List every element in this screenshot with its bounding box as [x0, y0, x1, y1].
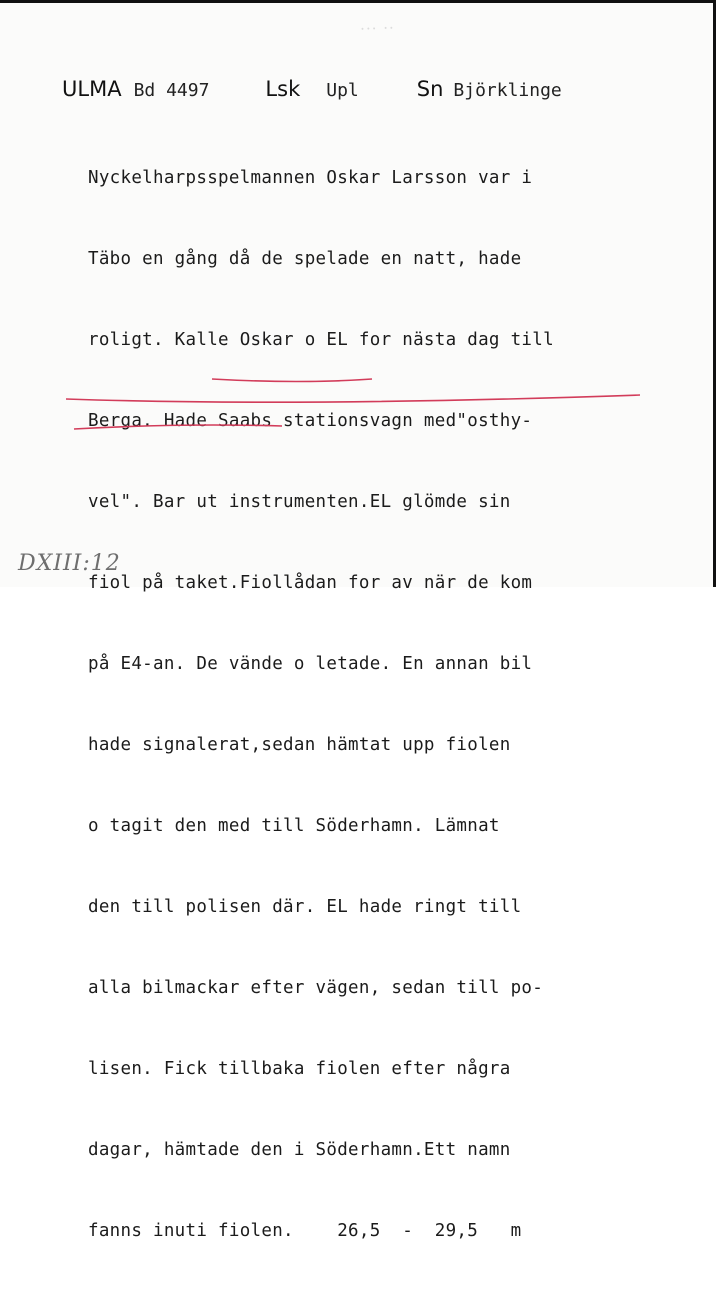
- parish-value: Björklinge: [453, 80, 562, 101]
- body-line: lisen. Fick tillbaka fiolen efter några: [88, 1059, 511, 1079]
- body-line: dagar, hämtade den i Söderhamn.Ett namn: [88, 1140, 511, 1160]
- province-label: Lsk: [265, 77, 301, 101]
- body-line: Täbo en gång då de spelade en natt, hade: [88, 249, 522, 269]
- body-line: fiol på taket.Fiollådan for av när de kom: [88, 573, 533, 593]
- body-line: vel". Bar ut instrumenten.EL glömde sin: [88, 492, 511, 512]
- body-line: hade signalerat,sedan hämtat upp fiolen: [88, 735, 511, 755]
- archive-number: Bd 4497: [133, 80, 210, 101]
- bleed-through-text: ... ..: [359, 14, 395, 34]
- body-line: alla bilmackar efter vägen, sedan till po-: [88, 978, 544, 998]
- body-line: den till polisen där. EL hade ringt till: [88, 897, 522, 917]
- handwritten-catalog-note: DXIII:12: [18, 551, 121, 576]
- body-line: fanns inuti fiolen. 26,5 - 29,5 m: [88, 1221, 522, 1241]
- body-line: Berga. Hade Saabs stationsvagn med"osthy-: [88, 411, 533, 431]
- archive-label: ULMA: [62, 77, 122, 101]
- parish-label: Sn: [416, 77, 444, 101]
- card-body-text: [88, 111, 554, 1299]
- body-line: o tagit den med till Söderhamn. Lämnat: [88, 816, 500, 836]
- body-line: Nyckelharpsspelmannen Oskar Larsson var i: [88, 168, 533, 188]
- body-line: på E4-an. De vände o letade. En annan bil: [88, 654, 533, 674]
- card-header: [62, 77, 562, 101]
- body-line: roligt. Kalle Oskar o EL for nästa dag till: [88, 330, 554, 350]
- province-value: Upl: [326, 80, 359, 101]
